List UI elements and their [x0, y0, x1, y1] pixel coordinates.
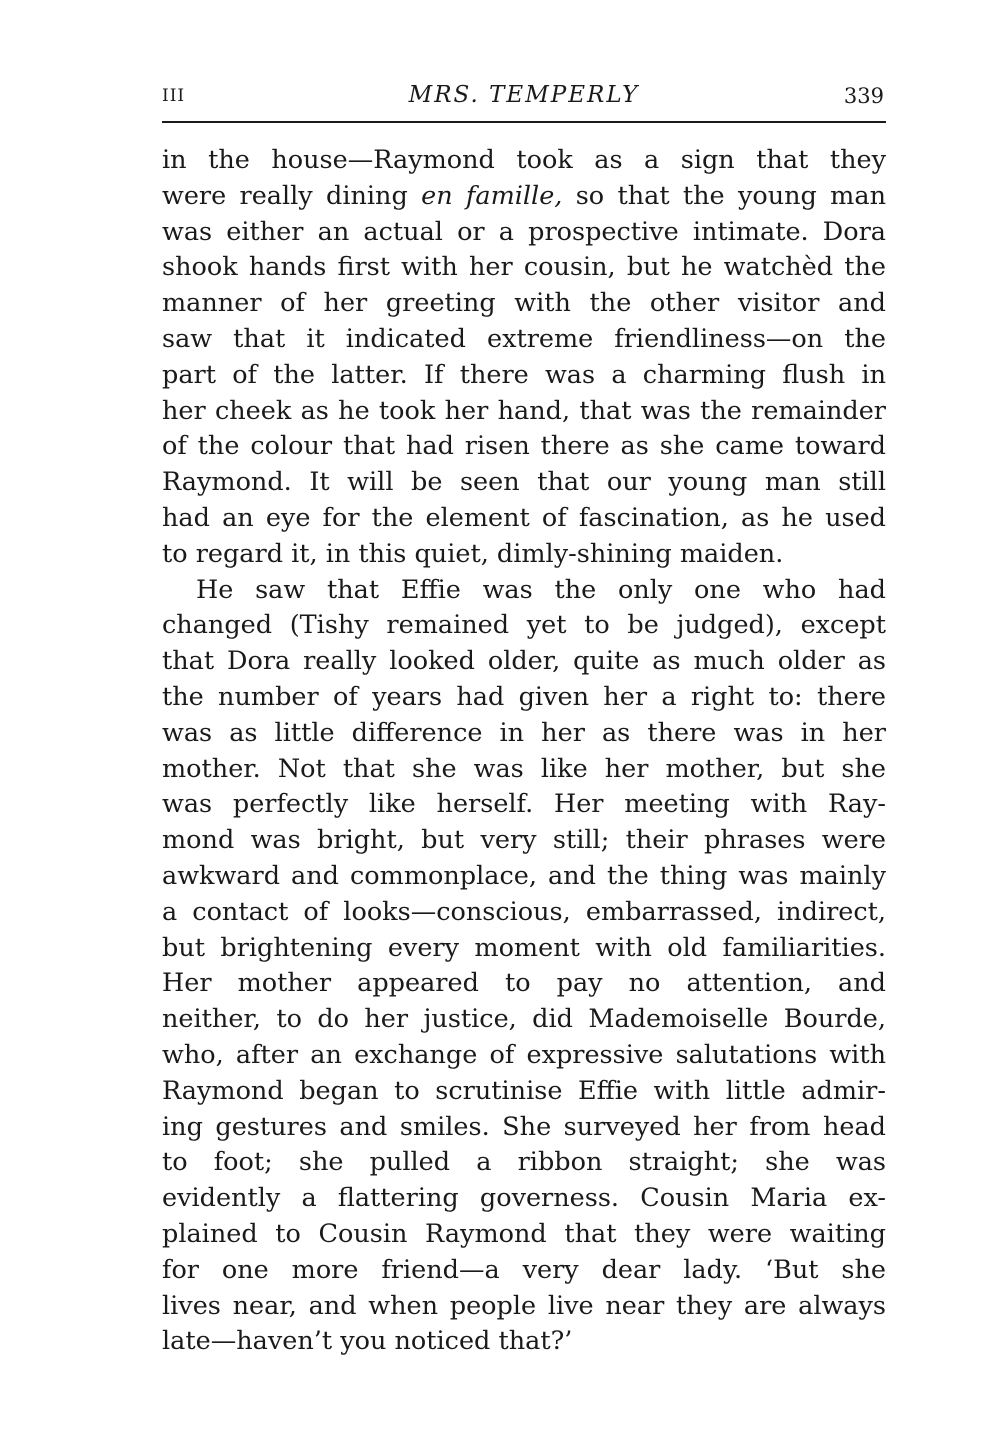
chapter-numeral: III — [162, 86, 186, 106]
text-line: ing gestures and smiles. She surveyed her from head — [162, 1111, 886, 1142]
text-line: part of the latter. If there was a charming flush in — [162, 359, 886, 390]
text-line: but brightening every moment with old familiarities. — [162, 932, 886, 963]
text-line: was as little difference in her as there was in her — [162, 717, 886, 748]
text-line: of the colour that had risen there as she came toward — [162, 431, 886, 462]
text-line: awkward and commonplace, and the thing was mainly — [162, 860, 886, 891]
text-line: who, after an exchange of expressive salutations with — [162, 1039, 886, 1070]
text-line: changed (Tishy remained yet to be judged), except — [162, 610, 886, 641]
text-line: mond was bright, but very still; their phrases were — [162, 825, 886, 856]
paragraph-last-line: to regard it, in this quiet, dimly-shining maiden. — [162, 538, 784, 569]
text-line: manner of her greeting with the other visitor and — [162, 288, 886, 319]
body-text — [162, 143, 886, 1360]
text-line: neither, to do her justice, did Mademoiselle Bourde, — [162, 1004, 886, 1035]
page-number: 339 — [843, 84, 884, 108]
text-segment: were really dining — [162, 180, 422, 211]
text-line: the number of years had given her a right to: there — [162, 681, 886, 712]
running-head — [162, 76, 886, 116]
text-line: shook hands first with her cousin, but he watchèd the — [162, 252, 886, 283]
text-line: evidently a flattering governess. Cousin Maria ex- — [162, 1183, 886, 1214]
text-line: her cheek as he took her hand, that was the remainder — [162, 395, 886, 426]
text-line: plained to Cousin Raymond that they were waiting — [162, 1218, 886, 1249]
text-line: had an eye for the element of fascination, as he used — [162, 502, 886, 533]
running-title: MRS. TEMPERLY — [408, 82, 640, 108]
text-line: mother. Not that she was like her mother, but she — [162, 753, 886, 784]
text-line — [162, 179, 886, 215]
text-line: that Dora really looked older, quite as much older as — [162, 646, 886, 677]
text-line: Raymond. It will be seen that our young man still — [162, 467, 886, 498]
header-rule — [162, 121, 886, 123]
paragraph-last-line: late—haven’t you noticed that?’ — [162, 1326, 573, 1357]
text-line: saw that it indicated extreme friendliness—on the — [162, 323, 886, 354]
text-line: was perfectly like herself. Her meeting with Ray- — [162, 789, 886, 820]
text-line: for one more friend—a very dear lady. ‘But she — [162, 1254, 886, 1285]
text-line: was either an actual or a prospective intimate. Dora — [162, 216, 886, 247]
paragraph-first-line: He saw that Effie was the only one who had — [196, 574, 886, 605]
text-line: Raymond began to scrutinise Effie with little admir- — [162, 1075, 886, 1106]
text-segment: so that the young man — [562, 180, 886, 211]
text-line: Her mother appeared to pay no attention, and — [162, 968, 886, 999]
text-line: lives near, and when people live near they are always — [162, 1290, 886, 1321]
text-line: in the house—Raymond took as a sign that they — [162, 145, 886, 175]
text-line: a contact of looks—conscious, embarrassed, indirect, — [162, 896, 886, 927]
italic-phrase: en famille, — [421, 180, 563, 211]
text-line: to foot; she pulled a ribbon straight; she was — [162, 1147, 886, 1178]
